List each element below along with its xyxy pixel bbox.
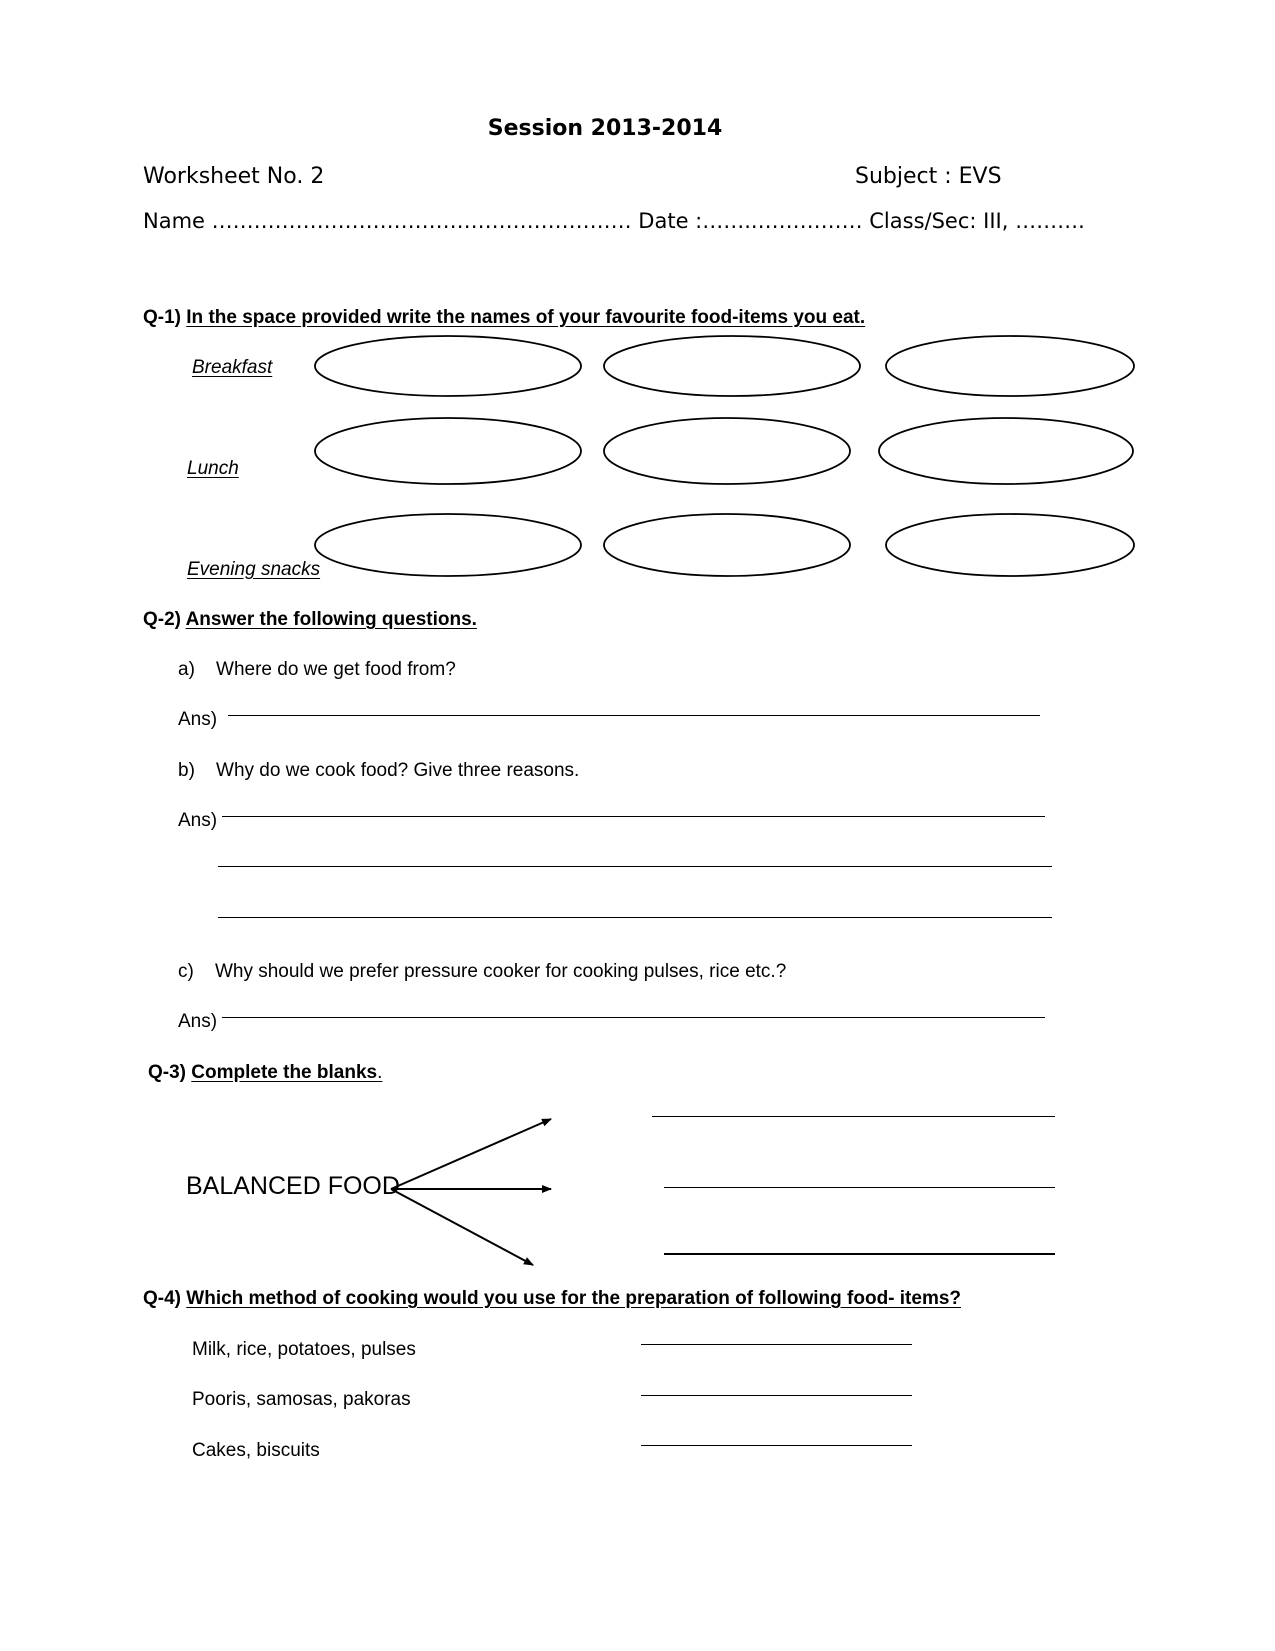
q1-prompt: In the space provided write the names of your favourite food-items you eat. bbox=[186, 307, 866, 328]
q4-answer-line-3[interactable] bbox=[641, 1445, 912, 1446]
session-title: Session 2013-2014 bbox=[487, 116, 723, 141]
q4-item-2: Pooris, samosas, pakoras bbox=[192, 1389, 411, 1410]
subject-label: Subject : EVS bbox=[855, 164, 1002, 189]
snacks-answer-oval-2[interactable] bbox=[604, 514, 850, 576]
q4-answer-line-1[interactable] bbox=[641, 1344, 912, 1345]
lunch-label: Lunch bbox=[187, 458, 239, 479]
q2b-answer-line-3[interactable] bbox=[218, 917, 1052, 918]
q3-heading bbox=[148, 1062, 382, 1084]
evening-snacks-label: Evening snacks bbox=[187, 559, 321, 580]
name-date-class-line[interactable]: Name …………………………………………………… Date :……..…………… Class/Sec: III, ………. bbox=[143, 209, 1085, 233]
q3-prompt: Complete the blanks. bbox=[191, 1062, 383, 1083]
worksheet-number: Worksheet No. 2 bbox=[143, 164, 325, 189]
q4-item-3: Cakes, biscuits bbox=[192, 1440, 320, 1461]
q1-number: Q-1) bbox=[143, 307, 181, 328]
q2c-text: Why should we prefer pressure cooker for cooking pulses, rice etc.? bbox=[214, 961, 787, 982]
q2-number: Q-2) bbox=[143, 609, 181, 630]
q2c-ans-label: Ans) bbox=[178, 1011, 218, 1032]
breakfast-answer-oval-2[interactable] bbox=[604, 336, 860, 396]
q2a-text: Where do we get food from? bbox=[216, 659, 456, 680]
arrow-up-right-icon bbox=[391, 1119, 551, 1189]
balanced-food-label: BALANCED FOOD bbox=[186, 1172, 400, 1200]
breakfast-answer-oval-1[interactable] bbox=[315, 336, 581, 396]
lunch-answer-oval-2[interactable] bbox=[604, 418, 850, 484]
q2b-text: Why do we cook food? Give three reasons. bbox=[216, 760, 580, 781]
q4-answer-line-2[interactable] bbox=[641, 1395, 912, 1396]
q2c-question bbox=[178, 961, 786, 983]
q2b-answer-line-2[interactable] bbox=[218, 866, 1052, 867]
lunch-answer-oval-3[interactable] bbox=[879, 418, 1133, 484]
snacks-answer-oval-1[interactable] bbox=[315, 514, 581, 576]
breakfast-answer-oval-3[interactable] bbox=[886, 336, 1134, 396]
breakfast-label: Breakfast bbox=[192, 357, 273, 378]
snacks-answer-oval-3[interactable] bbox=[886, 514, 1134, 576]
q3-blank-3[interactable] bbox=[664, 1253, 1055, 1255]
q2a-ans-label: Ans) bbox=[178, 709, 218, 730]
q2c-answer-line[interactable] bbox=[222, 1017, 1045, 1018]
arrow-down-right-icon bbox=[391, 1189, 533, 1265]
q2b-ans-label: Ans) bbox=[178, 810, 218, 831]
q4-prompt: Which method of cooking would you use for the preparation of following food- items? bbox=[186, 1288, 962, 1309]
q4-item-1: Milk, rice, potatoes, pulses bbox=[192, 1339, 416, 1360]
q3-blank-2[interactable] bbox=[664, 1187, 1055, 1188]
q2-prompt: Answer the following questions. bbox=[185, 609, 477, 630]
q4-number: Q-4) bbox=[143, 1288, 181, 1309]
q1-heading bbox=[143, 307, 865, 329]
lunch-answer-oval-1[interactable] bbox=[315, 418, 581, 484]
q2a-marker: a) bbox=[178, 659, 195, 680]
q3-number: Q-3) bbox=[148, 1062, 186, 1083]
q3-blank-1[interactable] bbox=[652, 1116, 1055, 1117]
q2b-question bbox=[178, 760, 579, 782]
q2b-marker: b) bbox=[178, 760, 195, 781]
q4-heading bbox=[143, 1288, 961, 1310]
q2a-answer-line[interactable] bbox=[228, 715, 1040, 716]
q2b-answer-line-1[interactable] bbox=[222, 816, 1045, 817]
q2c-marker: c) bbox=[178, 961, 194, 982]
q2-heading bbox=[143, 609, 477, 631]
q2a-question bbox=[178, 659, 456, 681]
